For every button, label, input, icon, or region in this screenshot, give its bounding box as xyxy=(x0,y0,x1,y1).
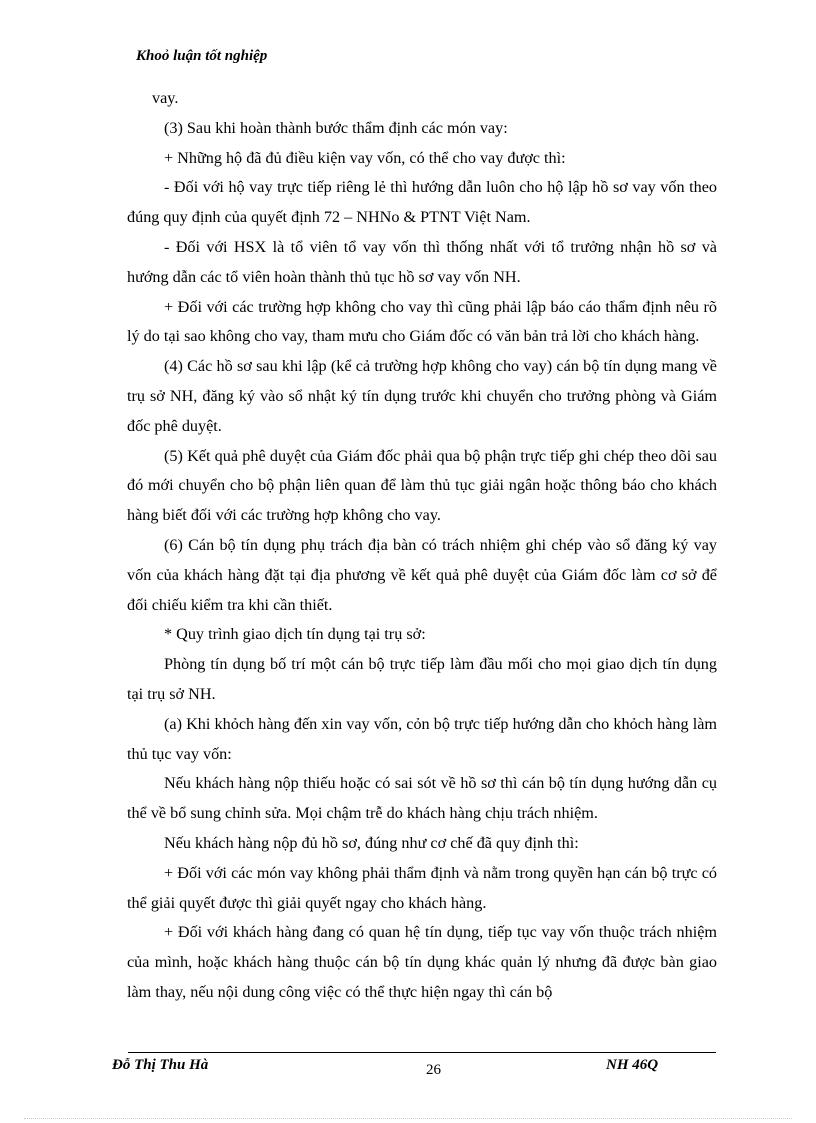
document-header-title: Khoỏ luận tốt nghiệp xyxy=(136,48,268,64)
page-number: 26 xyxy=(426,1062,441,1078)
paragraph: + Đối với khách hàng đang có quan hệ tín dụng, tiếp tục vay vốn thuộc trách nhiệm của mình, hoặc khách hàng thuộc cán bộ tín dụng khác quản lý nhưng đã được bàn giao làm thay, nếu nội dung công việc có thể thực hiện ngay thì cán bộ xyxy=(127,923,717,1001)
footer-author: Đỗ Thị Thu Hà xyxy=(112,1057,209,1073)
footer-class-code: NH 46Q xyxy=(606,1057,659,1073)
paragraph: Phòng tín dụng bố trí một cán bộ trực tiếp làm đầu mối cho mọi giao dịch tín dụng tại trụ sở NH. xyxy=(127,655,717,703)
paragraph: + Những hộ đã đủ điều kiện vay vốn, có thể cho vay được thì: xyxy=(164,148,566,167)
paragraph: + Đối với các trường hợp không cho vay thì cũng phải lập báo cáo thẩm định nêu rõ lý do tại sao không cho vay, tham mưu cho Giám đốc có văn bản trả lời cho khách hàng. xyxy=(127,297,717,346)
document-body xyxy=(127,84,717,1008)
page-edge xyxy=(24,1118,792,1119)
footer-divider xyxy=(128,1052,716,1053)
paragraph: Nếu khách hàng nộp đủ hồ sơ, đúng như cơ chế đã quy định thì: xyxy=(164,833,579,852)
paragraph: + Đối với các món vay không phải thẩm định và nằm trong quyền hạn cán bộ trực có thể giải quyết được thì giải quyết ngay cho khách hàng. xyxy=(127,863,717,912)
paragraph: (3) Sau khi hoàn thành bước thẩm định các món vay: xyxy=(164,118,508,137)
paragraph: vay. xyxy=(152,89,179,107)
paragraph: (a) Khi khỏch hàng đến xin vay vốn, cỏn bộ trực tiếp hướng dẫn cho khỏch hàng làm thủ tục vay vốn: xyxy=(127,714,717,763)
paragraph: (6) Cán bộ tín dụng phụ trách địa bàn có trách nhiệm ghi chép vào sổ đăng ký vay vốn của khách hàng đặt tại địa phương về kết quả phê duyệt của Giám đốc làm cơ sở để đối chiếu kiểm tra khi cần thiết. xyxy=(127,535,717,614)
paragraph: - Đối với HSX là tổ viên tổ vay vốn thì thống nhất với tổ trưởng nhận hồ sơ và hướng dẫn các tổ viên hoàn thành thủ tục hồ sơ vay vốn NH. xyxy=(127,237,717,286)
paragraph: Nếu khách hàng nộp thiếu hoặc có sai sót về hồ sơ thì cán bộ tín dụng hướng dẫn cụ thể về bổ sung chỉnh sửa. Mọi chậm trễ do khách hàng chịu trách nhiệm. xyxy=(127,774,717,823)
paragraph: * Quy trình giao dịch tín dụng tại trụ sở: xyxy=(164,625,426,644)
paragraph: (5) Kết quả phê duyệt của Giám đốc phải qua bộ phận trực tiếp ghi chép theo dõi sau đó mới chuyển cho bộ phận liên quan để làm thủ tục giải ngân hoặc thông báo cho khách hàng biết đối với các trường hợp không cho vay. xyxy=(127,446,717,525)
paragraph: (4) Các hồ sơ sau khi lập (kể cả trường hợp không cho vay) cán bộ tín dụng mang về trụ sở NH, đăng ký vào sổ nhật ký tín dụng trước khi chuyển cho trưởng phòng và Giám đốc phê duyệt. xyxy=(127,357,717,435)
paragraph: - Đối với hộ vay trực tiếp riêng lẻ thì hướng dẫn luôn cho hộ lập hồ sơ vay vốn theo đúng quy định của quyết định 72 – NHNo & PTNT Việt Nam. xyxy=(127,178,717,227)
